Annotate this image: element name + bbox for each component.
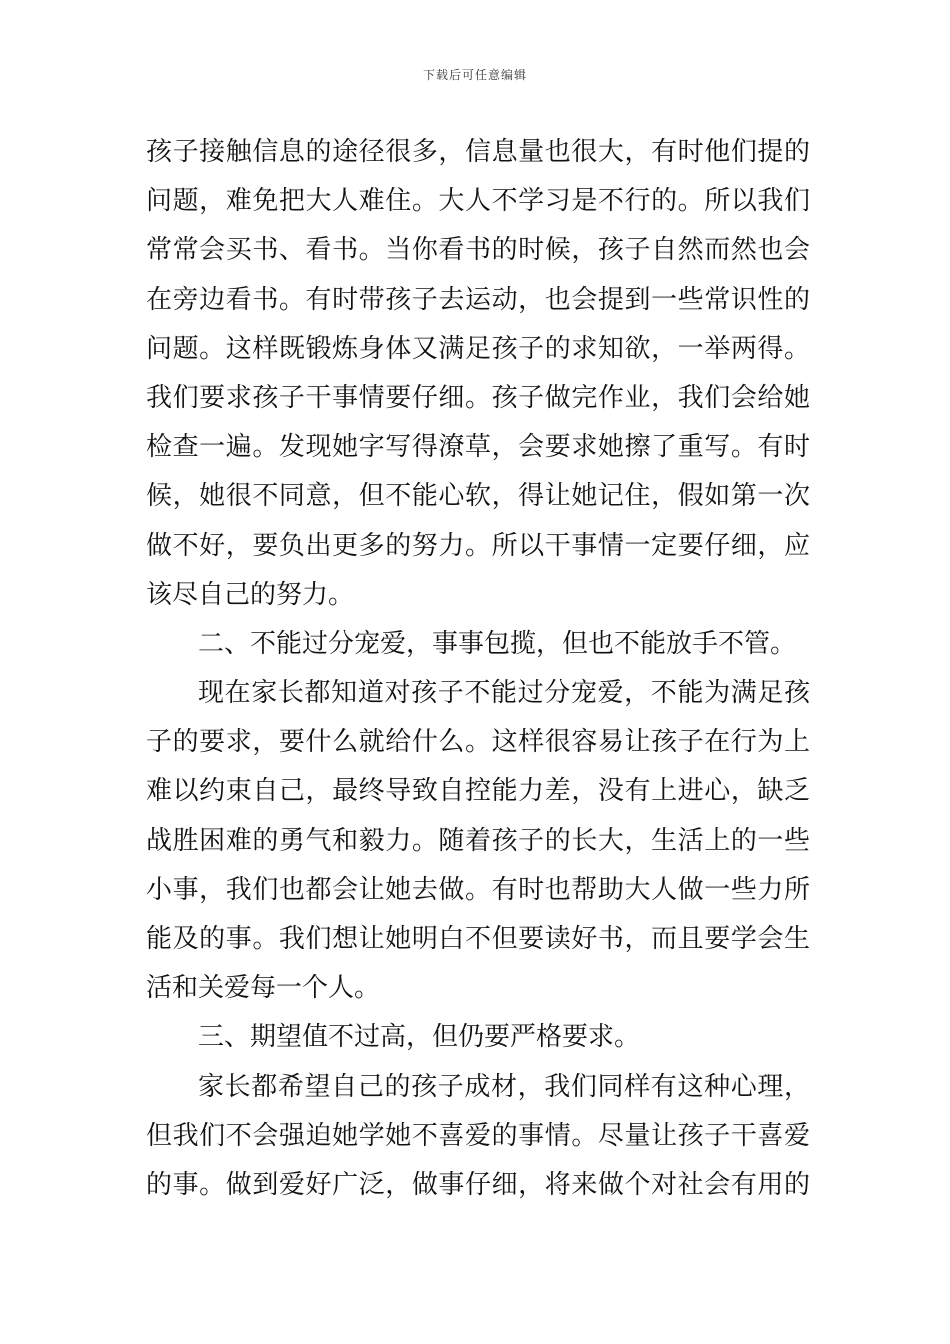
page-header: 下载后可任意编辑: [422, 68, 527, 82]
text-line: 小事，我们也都会让她去做。有时也帮助大人做一些力所: [146, 874, 810, 905]
text-line: 检查一遍。发现她字写得潦草，会要求她擦了重写。有时: [146, 432, 810, 463]
text-line: 现在家长都知道对孩子不能过分宠爱，不能为满足孩: [198, 678, 810, 709]
text-line: 子的要求，要什么就给什么。这样很容易让孩子在行为上: [146, 727, 810, 758]
section-heading-2: 二、不能过分宠爱，事事包揽，但也不能放手不管。: [198, 628, 797, 659]
text-line: 但我们不会强迫她学她不喜爱的事情。尽量让孩子干喜爱: [146, 1120, 810, 1151]
text-line: 难以约束自己，最终导致自控能力差，没有上进心，缺乏: [146, 776, 810, 807]
text-line: 问题，难免把大人难住。大人不学习是不行的。所以我们: [146, 186, 810, 217]
section-heading-3: 三、期望值不过高，但仍要严格要求。: [198, 1022, 641, 1053]
text-line: 能及的事。我们想让她明白不但要读好书，而且要学会生: [146, 924, 810, 954]
text-line: 该尽自己的努力。: [146, 579, 355, 610]
text-line: 在旁边看书。有时带孩子去运动，也会提到一些常识性的: [146, 284, 810, 315]
text-line: 家长都希望自己的孩子成材，我们同样有这种心理，: [198, 1071, 810, 1102]
text-line: 我们要求孩子干事情要仔细。孩子做完作业，我们会给她: [146, 382, 810, 413]
text-line: 的事。做到爱好广泛，做事仔细，将来做个对社会有用的: [146, 1169, 810, 1200]
text-line: 孩子接触信息的途径很多，信息量也很大，有时他们提的: [146, 137, 810, 167]
text-line: 常常会买书、看书。当你看书的时候，孩子自然而然也会: [146, 235, 810, 266]
text-line: 问题。这样既锻炼身体又满足孩子的求知欲，一举两得。: [146, 333, 810, 364]
text-line: 做不好，要负出更多的努力。所以干事情一定要仔细，应: [146, 530, 810, 561]
text-line: 战胜困难的勇气和毅力。随着孩子的长大，生活上的一些: [146, 825, 810, 856]
text-line: 活和关爱每一个人。: [146, 973, 381, 1004]
text-line: 候，她很不同意，但不能心软，得让她记住，假如第一次: [146, 481, 810, 512]
document-body: [146, 128, 810, 1210]
